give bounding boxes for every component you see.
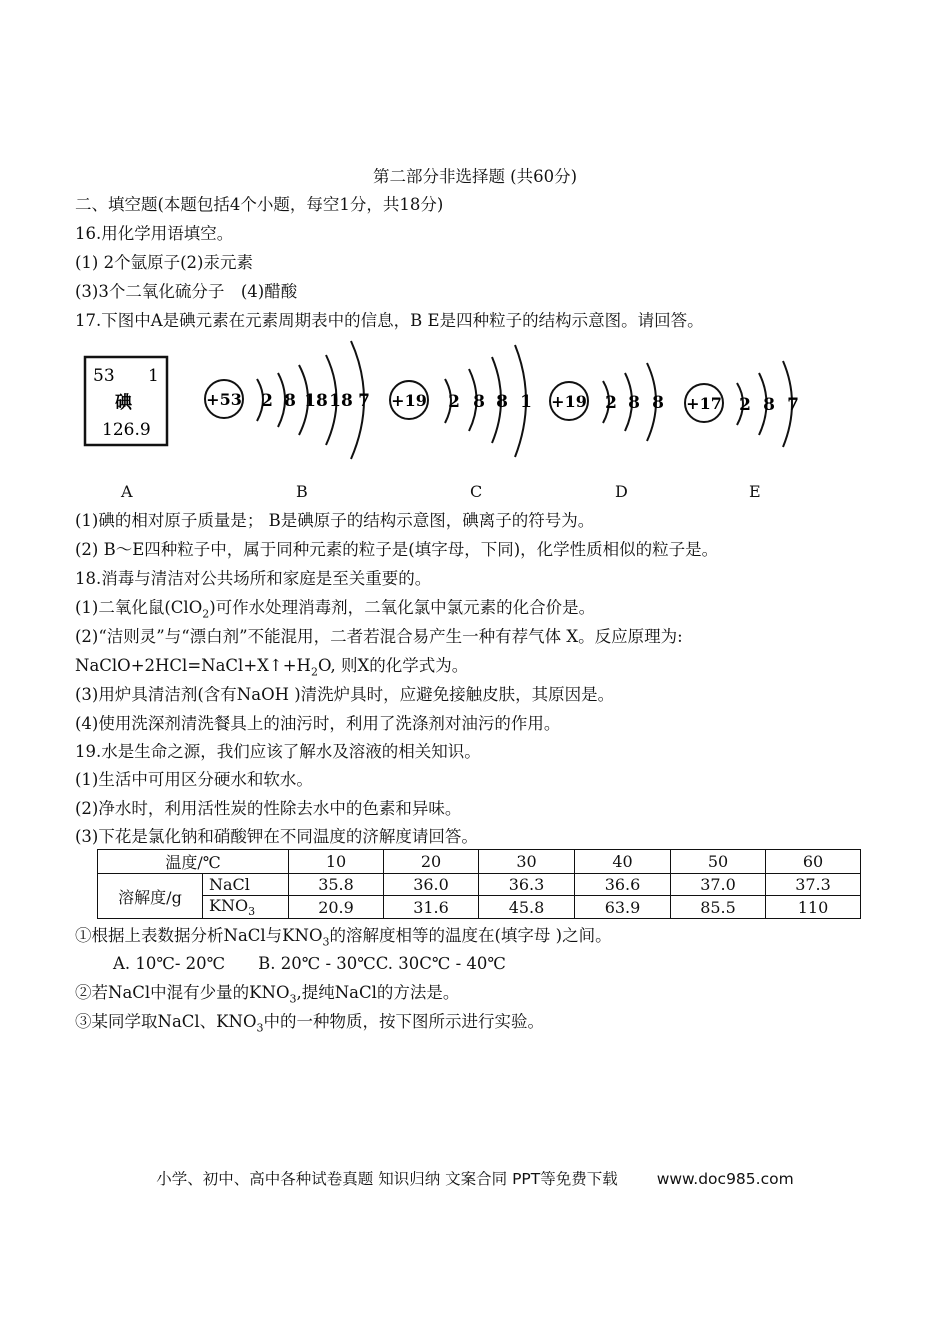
q19-sub3: ③某同学取NaCl、$KNO_3$中的一种物质，按下图所示进行实验。 xyxy=(75,1012,544,1035)
q18-part4: (4)使用洗深剂清洗餐具上的油污时，利用了洗涤剂对油污的作用。 xyxy=(75,714,561,733)
particle-e-shell-3: 7 xyxy=(787,395,799,415)
element-number: 53 xyxy=(93,366,115,386)
solubility-table xyxy=(97,849,861,919)
label-d: D xyxy=(615,482,628,501)
particle-b-nucleus: +53 xyxy=(206,390,242,409)
element-card xyxy=(85,357,167,445)
nacl-cell: 35.8 xyxy=(289,874,384,896)
table-row xyxy=(98,896,861,919)
q16-line2: (3)3个二氧化硫分子 (4)醋酸 xyxy=(75,282,298,301)
q18-part3: (3)用炉具清洁剂(含有NaOH )清洗炉具时，应避免接触皮肤，其原因是。 xyxy=(75,685,615,704)
q18-part1: (1)二氧化鼠(ClO$_2$)可作水处理消毒剂，二氧化氯中氯元素的化合价是。 xyxy=(75,598,596,621)
q17-stem: 17.下图中A是碘元素在元素周期表中的信息，B E是四种粒子的结构示意图。请回答。 xyxy=(75,311,704,330)
particle-e-nucleus: +17 xyxy=(686,394,722,413)
temp-header: 温度/℃ xyxy=(98,850,289,874)
kno3-cell: 85.5 xyxy=(671,896,766,919)
particle-c-shell-1: 2 xyxy=(448,392,460,412)
q19-part1: (1)生活中可用区分硬水和软水。 xyxy=(75,770,313,789)
q19-stem: 19.水是生命之源，我们应该了解水及溶液的相关知识。 xyxy=(75,742,481,761)
label-a: A xyxy=(121,482,133,501)
q18-equation: $NaClO+2HCl=NaCl+X↑+H_2O$, 则X的化学式为。 xyxy=(75,656,469,679)
q19-sub2: ②若NaCl中混有少量的$KNO_3$,提纯NaCl的方法是。 xyxy=(75,983,460,1006)
q19-part3: (3)下花是氯化钠和硝酸钾在不同温度的济解度请回答。 xyxy=(75,827,478,846)
table-row xyxy=(98,874,861,896)
nacl-cell: 37.3 xyxy=(766,874,861,896)
nacl-cell: 37.0 xyxy=(671,874,766,896)
solubility-header: 溶解度/g xyxy=(98,874,203,919)
section-title: 第二部分非选择题 (共60分) xyxy=(372,167,578,186)
nacl-cell: 36.3 xyxy=(479,874,575,896)
q16-stem: 16.用化学用语填空。 xyxy=(75,224,234,243)
element-valence: 1 xyxy=(148,366,159,386)
nacl-cell: 36.6 xyxy=(575,874,671,896)
particle-d-shell-3: 8 xyxy=(652,393,664,413)
nacl-cell: 36.0 xyxy=(384,874,479,896)
particle-d-shell-2: 8 xyxy=(628,393,640,413)
q19-sub1-options: A. 10℃- 20℃ B. 20℃ - 30℃C. 30C℃ - 40℃ xyxy=(113,954,506,973)
particle-b-shell-3: 18 xyxy=(304,391,328,411)
particle-b-shell-5: 7 xyxy=(358,391,370,411)
temp-cell: 50 xyxy=(671,850,766,874)
temp-cell: 30 xyxy=(479,850,575,874)
q19-part2: (2)净水时，利用活性炭的性除去水中的色素和异味。 xyxy=(75,799,462,818)
element-name: 碘 xyxy=(115,393,132,413)
particle-d-shell-1: 2 xyxy=(605,393,617,413)
particle-c-shell-4: 1 xyxy=(520,392,532,412)
particle-b-shell-4: 18 xyxy=(329,391,353,411)
particle-c xyxy=(390,345,532,457)
temp-cell: 10 xyxy=(289,850,384,874)
label-c: C xyxy=(470,482,483,501)
q19-sub1: ①根据上表数据分析NaCl与$KNO_3$的溶解度相等的温度在(填字母 )之间。 xyxy=(75,926,612,949)
particle-b-shell-1: 2 xyxy=(261,391,273,411)
footer-link[interactable]: www.doc985.com xyxy=(656,1170,794,1188)
particle-b-shell-2: 8 xyxy=(284,391,296,411)
q16-line1: (1) 2个氩原子(2)汞元素 xyxy=(75,253,253,272)
particle-e-shell-1: 2 xyxy=(739,395,751,415)
kno3-cell: 20.9 xyxy=(289,896,384,919)
particle-d-nucleus: +19 xyxy=(551,392,587,411)
kno3-label: $KNO_3$ xyxy=(203,896,289,919)
q17-part2: (2) B～E四种粒子中，属于同种元素的粒子是(填字母，下同)，化学性质相似的粒子是。 xyxy=(75,540,719,559)
kno3-cell: 63.9 xyxy=(575,896,671,919)
figure-labels xyxy=(0,482,950,504)
nacl-label: NaCl xyxy=(203,874,289,896)
kno3-cell: 110 xyxy=(766,896,861,919)
particle-d xyxy=(550,363,664,441)
particle-b xyxy=(205,341,370,459)
page-footer xyxy=(0,1167,950,1189)
particle-c-nucleus: +19 xyxy=(391,391,427,410)
q18-stem: 18.消毒与清洁对公共场所和家庭是至关重要的。 xyxy=(75,569,432,588)
label-b: B xyxy=(296,482,308,501)
particle-c-shell-2: 8 xyxy=(473,392,485,412)
particle-e xyxy=(685,361,799,447)
part-header: 二、填空题(本题包括4个小题，每空1分，共18分) xyxy=(75,195,444,214)
table-row xyxy=(98,850,861,874)
temp-cell: 60 xyxy=(766,850,861,874)
temp-cell: 20 xyxy=(384,850,479,874)
kno3-cell: 45.8 xyxy=(479,896,575,919)
q17-figure xyxy=(75,335,835,470)
label-e: E xyxy=(749,482,761,501)
kno3-cell: 31.6 xyxy=(384,896,479,919)
particle-e-shell-2: 8 xyxy=(763,395,775,415)
footer-text: 小学、初中、高中各种试卷真题 知识归纳 文案合同 PPT等免费下载 xyxy=(156,1170,618,1188)
particle-c-shell-3: 8 xyxy=(496,392,508,412)
q17-part1: (1)碘的相对原子质量是； B是碘原子的结构示意图，碘离子的符号为。 xyxy=(75,511,595,530)
q18-part2: (2)“洁则灵”与“漂白剂”不能混用，二者若混合易产生一种有荐气体 X。反应原理为: xyxy=(75,627,683,646)
temp-cell: 40 xyxy=(575,850,671,874)
element-mass: 126.9 xyxy=(102,420,151,440)
